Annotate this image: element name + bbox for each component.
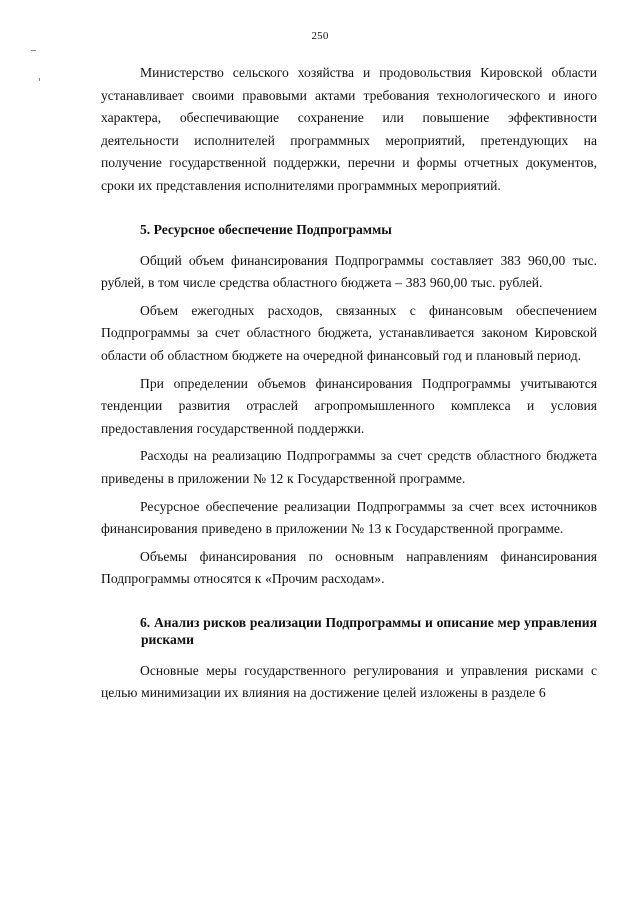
paragraph-other-expenses: Объемы финансирования по основным направлениям финансирования Подпрограммы относятся к «Прочим расходам». xyxy=(101,548,597,587)
paragraph-intro: Министерство сельского хозяйства и продовольствия Кировской области устанавливает своими правовыми актами требования технологического и иного характера, обеспечивающие сохранение или повышение эффективности деятельности исполнителей программных мероприятий, претендующих на получение государственной поддержки, перечни и формы отчетных документов, сроки их представления исполнителями программных мероприятий. xyxy=(101,65,597,193)
paragraph-financing-trends: При определении объемов финансирования Подпрограммы учитываются тенденции развития отраслей агропромышленного комплекса и условия предоставления государственной поддержки. xyxy=(101,375,597,436)
paragraph-appendix-12: Расходы на реализацию Подпрограммы за счет средств областного бюджета приведены в приложении № 12 к Государственной программе. xyxy=(101,448,597,486)
paragraph-total-financing: Общий объем финансирования Подпрограммы составляет 383 960,00 тыс. рублей, в том числе средства областного бюджета – 383 960,00 тыс. рублей. xyxy=(101,252,597,291)
document-body xyxy=(101,62,597,705)
section-6-heading: 6. Анализ рисков реализации Подпрограммы и описание мер управления рисками xyxy=(140,614,597,647)
scan-mark xyxy=(39,78,40,81)
scan-mark xyxy=(31,50,36,51)
paragraph-annual-expenses: Объем ежегодных расходов, связанных с финансовым обеспечением Подпрограммы за счет областного бюджета, устанавливается законом Кировской области об областном бюджете на очередной финансовый год и плановый период. xyxy=(101,302,597,363)
paragraph-appendix-13: Ресурсное обеспечение реализации Подпрограммы за счет всех источников финансирования приведено в приложении № 13 к Государственной программе. xyxy=(101,498,597,537)
section-5-heading: 5. Ресурсное обеспечение Подпрограммы xyxy=(140,221,392,237)
page-number: 250 xyxy=(311,30,329,42)
paragraph-risk-measures: Основные меры государственного регулирования и управления рисками с целью минимизации их влияния на достижение целей изложены в разделе 6 xyxy=(101,662,597,701)
